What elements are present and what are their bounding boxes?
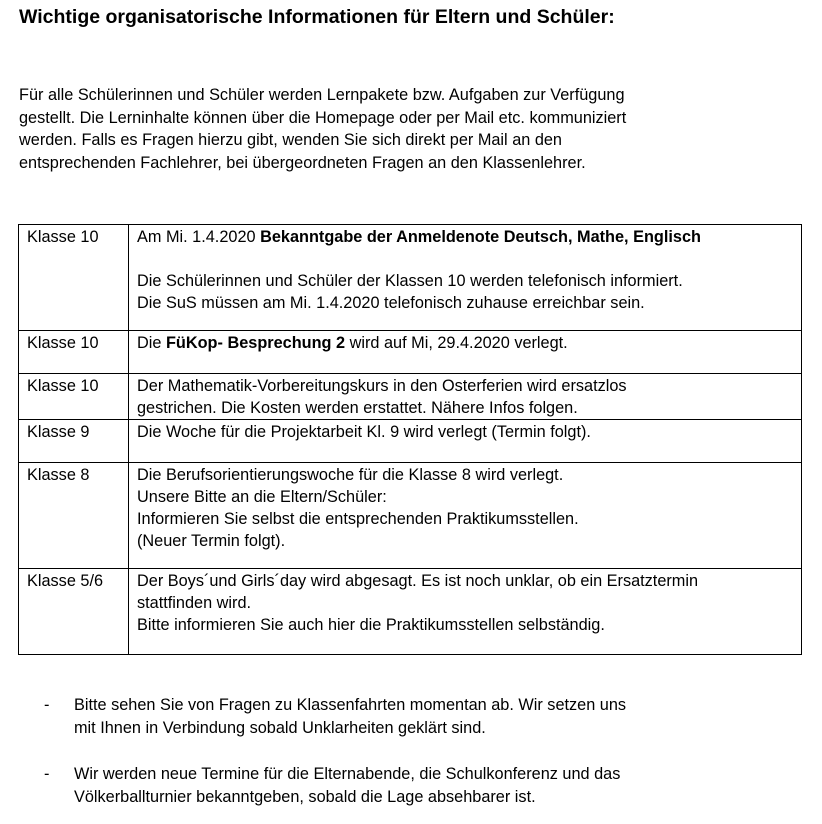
info-bold-text: FüKop- Besprechung 2 [165,334,346,352]
info-line: Unsere Bitte an die Eltern/Schüler: [137,488,387,506]
info-line: Bitte informieren Sie auch hier die Praktikumsstellen selbständig. [137,616,605,634]
info-line: Die Berufsorientierungswoche für die Klasse 8 wird verlegt. [137,466,564,484]
info-line: (Neuer Termin folgt). [137,532,286,550]
intro-line: werden. Falls es Fragen hierzu gibt, wenden Sie sich direkt per Mail an den [19,131,562,150]
table-row [19,331,802,374]
info-line: gestrichen. Die Kosten werden erstattet. Nähere Infos folgen. [137,399,578,417]
info-cell [129,374,802,420]
info-table [18,224,802,655]
bullet-line: Völkerballturnier bekanntgeben, sobald die Lage absehbarer ist. [74,787,536,806]
class-cell: Klasse 8 [19,463,129,569]
bullet-item [44,763,744,808]
table-row [19,374,802,420]
class-cell: Klasse 5/6 [19,569,129,655]
bullet-marker: - [44,765,50,783]
info-line: Der Mathematik-Vorbereitungskurs in den Osterferien wird ersatzlos [137,377,627,395]
info-text: wird auf Mi, 29.4.2020 verlegt. [345,334,568,352]
table-row [19,463,802,569]
bullet-line: Wir werden neue Termine für die Elternabende, die Schulkonferenz und das [74,765,621,783]
table-row [19,420,802,463]
class-cell: Klasse 10 [19,331,129,374]
info-cell [129,569,802,655]
class-cell: Klasse 10 [19,374,129,420]
info-cell [129,463,802,569]
class-cell: Klasse 10 [19,225,129,331]
info-cell [129,331,802,374]
info-bold-text: Bekanntgabe der Anmeldenote Deutsch, Mathe, Englisch [260,228,701,246]
intro-line: entsprechenden Fachlehrer, bei übergeordneten Fragen an den Klassenlehrer. [19,154,586,173]
intro-line: Für alle Schülerinnen und Schüler werden Lernpakete bzw. Aufgaben zur Verfügung [19,86,625,104]
info-line: Informieren Sie selbst die entsprechenden Praktikumsstellen. [137,510,579,528]
table-row [19,569,802,655]
info-line [137,226,793,248]
intro-line: gestellt. Die Lerninhalte können über die Homepage oder per Mail etc. kommuniziert [19,108,627,127]
intro-paragraph [19,84,779,175]
info-text: Die [137,334,166,352]
info-cell [129,225,802,331]
info-line: Die Woche für die Projektarbeit Kl. 9 wird verlegt (Termin folgt). [137,423,591,441]
info-line: Die Schülerinnen und Schüler der Klassen 10 werden telefonisch informiert. [137,272,683,290]
info-line: Die SuS müssen am Mi. 1.4.2020 telefonisch zuhause erreichbar sein. [137,294,645,312]
info-line: Der Boys´und Girls´day wird abgesagt. Es ist noch unklar, ob ein Ersatztermin [137,572,699,590]
bullet-item [44,694,744,739]
bullet-line: Bitte sehen Sie von Fragen zu Klassenfahrten momentan ab. Wir setzen uns [74,696,627,714]
info-cell [129,420,802,463]
class-cell: Klasse 9 [19,420,129,463]
bullet-text [74,694,744,739]
info-line [137,332,793,354]
table-row [19,225,802,331]
bullet-line: mit Ihnen in Verbindung sobald Unklarheiten geklärt sind. [74,718,486,737]
info-text: Am Mi. 1.4.2020 [137,228,261,246]
bullet-marker: - [44,696,50,714]
page-title: Wichtige organisatorische Informationen für Eltern und Schüler: [19,6,615,28]
info-line: stattfinden wird. [137,594,252,612]
bullet-text [74,763,744,808]
